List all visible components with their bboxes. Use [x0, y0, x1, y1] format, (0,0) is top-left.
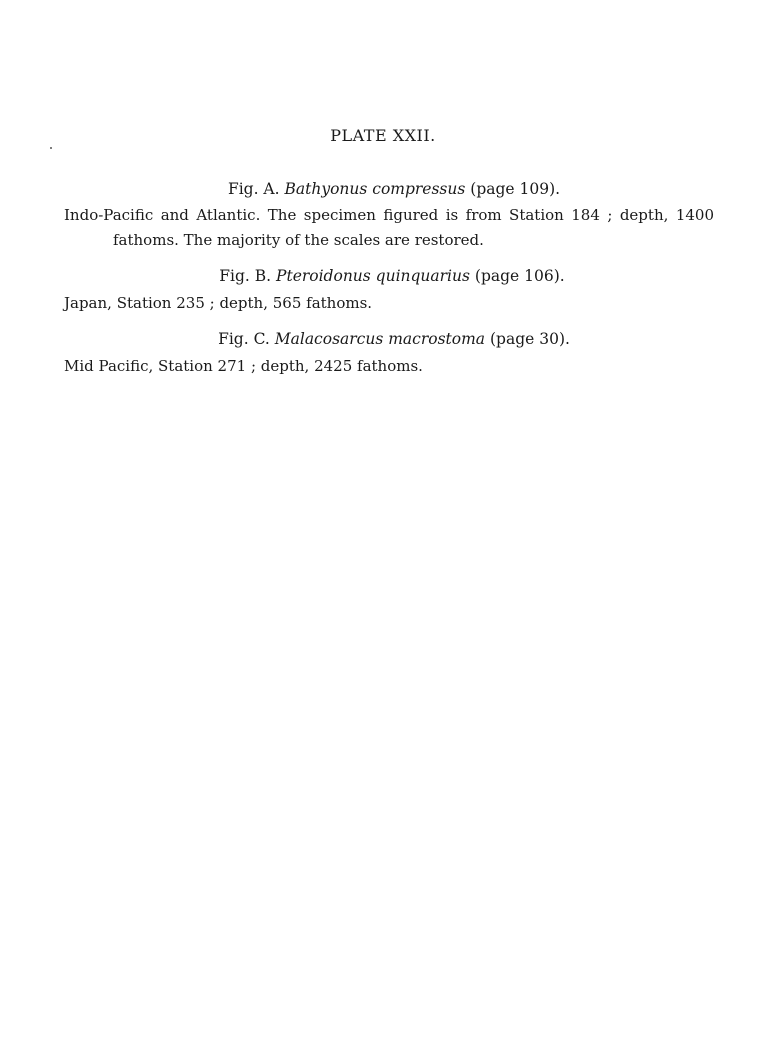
- figure-b-description: Japan, Station 235 ; depth, 565 fathoms.: [64, 294, 373, 312]
- figure-c-description: Mid Pacific, Station 271 ; depth, 2425 fathoms.: [64, 357, 423, 375]
- figure-a-page-ref: (page 109).: [470, 180, 561, 198]
- figure-c-caption: [6, 330, 776, 348]
- figure-b-label: Fig. B.: [219, 267, 272, 285]
- stray-mark: [50, 147, 52, 149]
- figure-a-description-line-1: Indo-Pacific and Atlantic. The specimen figured is from Station 184 ; depth, 1400: [64, 206, 714, 224]
- figure-c-label: Fig. C.: [218, 330, 270, 348]
- figure-b-page-ref: (page 106).: [474, 267, 565, 285]
- figure-a-caption: [6, 180, 776, 198]
- figure-a-description-line-2: fathoms. The majority of the scales are restored.: [113, 231, 484, 249]
- figure-a-label: Fig. A.: [227, 180, 280, 198]
- figure-c-species: Malacosarcus macrostoma: [274, 330, 486, 348]
- figure-a-species: Bathyonus compressus: [284, 180, 466, 198]
- figure-b-species: Pteroidonus quinquarius: [276, 267, 470, 285]
- figure-c-page-ref: (page 30).: [489, 330, 570, 348]
- plate-title: PLATE XXII.: [330, 126, 436, 145]
- figure-b-caption: [4, 267, 776, 285]
